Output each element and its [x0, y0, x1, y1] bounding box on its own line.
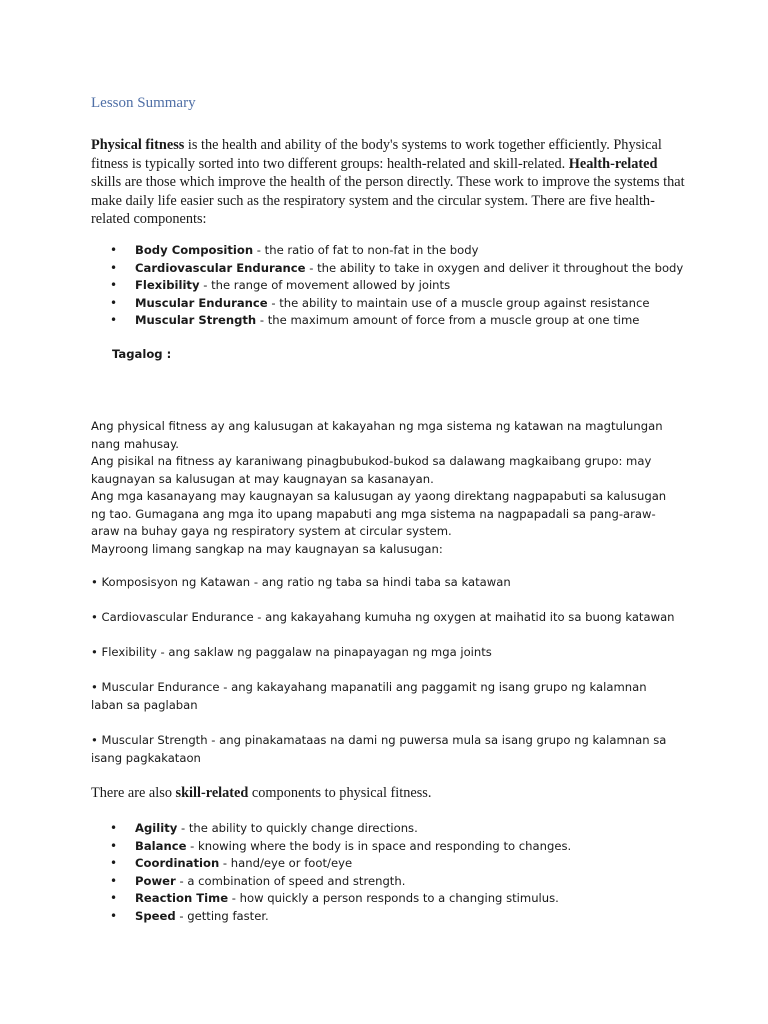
tagalog-item-desc: - ang pinakamataas na dami ng puwersa mula sa isang grupo ng kalamnan sa isang pagkakataon: [91, 733, 667, 765]
tagalog-item-term: • Flexibility: [91, 645, 157, 659]
component-desc: - the ability to maintain use of a muscle group against resistance: [267, 295, 650, 310]
bullet-icon: •: [110, 260, 118, 275]
bullet-icon: •: [110, 821, 118, 835]
list-item: [110, 312, 710, 330]
tagalog-item-term: • Cardiovascular Endurance: [91, 610, 254, 624]
bullet-icon: •: [110, 243, 118, 257]
list-item: [110, 820, 710, 838]
tagalog-paragraphs: [91, 418, 681, 558]
component-term: Body Composition: [135, 243, 254, 257]
tagalog-item-term: • Komposisyon ng Katawan: [91, 575, 251, 589]
term-health-related: Health-related: [568, 155, 658, 172]
component-desc: - hand/eye or foot/eye: [219, 856, 353, 871]
list-item: [110, 277, 710, 295]
intro-text-2: skills are those which improve the health of the person directly. These work to improve the systems that make daily life easier such as the respiratory system and the circular system. There are five health-related components:: [91, 174, 685, 227]
tagalog-item: [91, 574, 681, 592]
tagalog-item: [91, 732, 681, 767]
component-desc: - the maximum amount of force from a muscle group at one time: [256, 313, 640, 328]
list-item: [110, 260, 710, 278]
tagalog-label: Tagalog :: [112, 347, 172, 361]
tagalog-item-desc: - ang kakayahang kumuha ng oxygen at maihatid ito sa buong katawan: [253, 610, 675, 624]
bullet-icon: •: [110, 856, 118, 871]
tagalog-item-term: • Muscular Strength: [91, 733, 208, 747]
health-components-list: [110, 242, 710, 330]
skill-intro-post: components to physical fitness.: [248, 785, 432, 801]
lesson-title: Lesson Summary: [91, 95, 196, 111]
tagalog-p4: Mayroong limang sangkap na may kaugnayan sa kalusugan:: [91, 541, 443, 556]
bullet-icon: •: [110, 295, 118, 310]
list-item: [110, 890, 710, 908]
list-item: [110, 242, 710, 260]
bullet-icon: •: [110, 838, 118, 853]
skill-intro-pre: There are also: [91, 785, 176, 801]
component-term: Muscular Endurance: [135, 295, 268, 310]
tagalog-p1: Ang physical fitness ay ang kalusugan at kakayahan ng mga sistema ng katawan na magtulungan nang mahusay.: [91, 419, 663, 451]
tagalog-p2: Ang pisikal na fitness ay karaniwang pinagbubukod-bukod sa dalawang magkaibang grupo: may kaugnayan sa kalusugan at may kaugnayan sa kasanayan.: [91, 454, 652, 486]
tagalog-item-desc: - ang ratio ng taba sa hindi taba sa katawan: [250, 575, 511, 589]
component-desc: - how quickly a person responds to a changing stimulus.: [228, 891, 559, 906]
skill-intro: [91, 785, 431, 802]
skill-components-list: [110, 820, 710, 926]
bullet-icon: •: [110, 891, 118, 906]
tagalog-item: [91, 609, 681, 627]
component-term: Coordination: [135, 856, 220, 871]
component-desc: - a combination of speed and strength.: [175, 873, 406, 888]
component-desc: - knowing where the body is in space and responding to changes.: [186, 838, 572, 853]
list-item: [110, 873, 710, 891]
bullet-icon: •: [110, 313, 118, 328]
tagalog-item: [91, 679, 681, 714]
term-skill-related: skill-related: [175, 785, 249, 801]
component-desc: - the range of movement allowed by joints: [199, 278, 451, 293]
intro-text-1: is the health and ability of the body's systems to work together efficiently. Physical fitness is typically sorted into two different groups: health-related and skill-related.: [91, 137, 662, 172]
component-term: Agility: [135, 821, 178, 835]
list-item: [110, 908, 710, 926]
component-term: Flexibility: [135, 278, 200, 293]
list-item: [110, 295, 710, 313]
component-desc: - the ability to take in oxygen and deliver it throughout the body: [305, 260, 684, 275]
intro-paragraph: [91, 136, 691, 229]
tagalog-item-desc: - ang kakayahang mapanatili ang paggamit ng isang grupo ng kalamnan laban sa paglaban: [91, 680, 647, 712]
component-term: Speed: [135, 908, 176, 923]
list-item: [110, 838, 710, 856]
tagalog-item-term: • Muscular Endurance: [91, 680, 220, 694]
component-term: Power: [135, 873, 176, 888]
component-desc: - the ability to quickly change directions.: [177, 821, 418, 835]
tagalog-p3: Ang mga kasanayang may kaugnayan sa kalusugan ay yaong direktang nagpapabuti sa kalusugan ng tao. Gumagana ang mga ito upang mapabuti ang mga sistema na nagpapadali sa pang-araw-araw na buhay gaya ng respiratory system at circular system.: [91, 489, 667, 538]
bullet-icon: •: [110, 873, 118, 888]
bullet-icon: •: [110, 278, 118, 293]
component-desc: - the ratio of fat to non-fat in the body: [253, 243, 479, 257]
component-term: Balance: [135, 838, 187, 853]
component-term: Reaction Time: [135, 891, 229, 906]
tagalog-item-desc: - ang saklaw ng paggalaw na pinapayagan ng mga joints: [156, 645, 492, 659]
component-term: Cardiovascular Endurance: [135, 260, 306, 275]
component-desc: - getting faster.: [175, 908, 269, 923]
bullet-icon: •: [110, 908, 118, 923]
list-item: [110, 855, 710, 873]
component-term: Muscular Strength: [135, 313, 257, 328]
term-physical-fitness: Physical fitness: [91, 137, 185, 153]
tagalog-item: [91, 644, 681, 662]
